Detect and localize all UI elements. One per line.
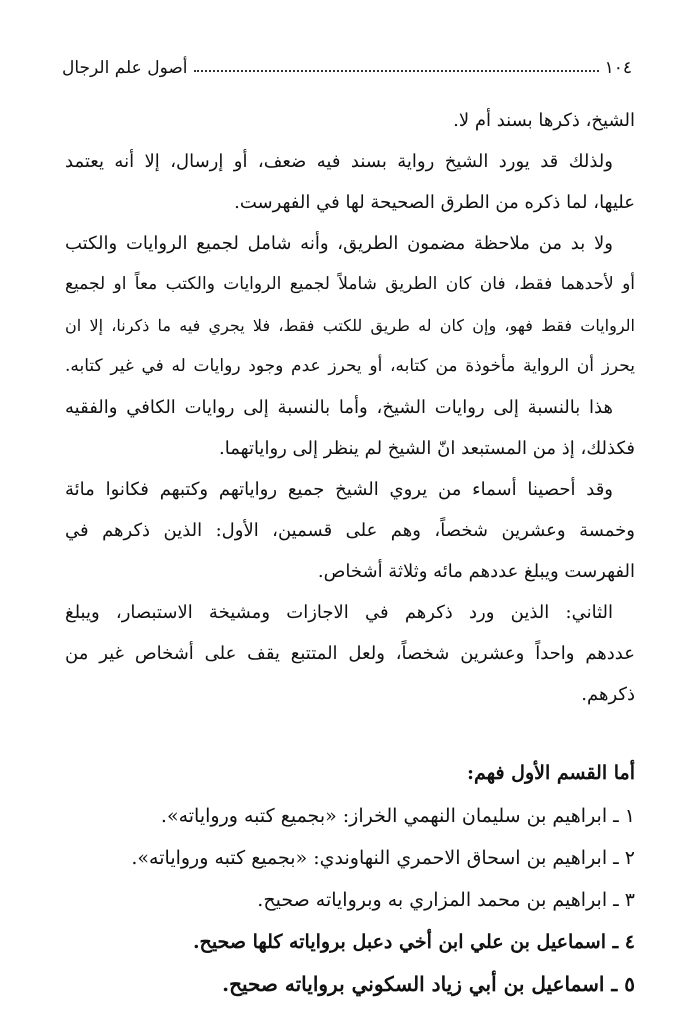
paragraph <box>65 141 635 223</box>
text-line: وخمسة وعشرين شخصاً، وهم على قسمين، الأول: الذين ذكرهم في <box>65 520 635 541</box>
paragraph <box>65 469 635 592</box>
text-line: ذكرهم. <box>581 684 635 705</box>
list-item: ٥ ـ اسماعيل بن أبي زياد السكوني برواياته صحيح. <box>222 972 635 996</box>
section-heading: أما القسم الأول فهم: <box>467 762 635 784</box>
page-number: ١٠٤ <box>604 58 632 78</box>
list-item: ٤ ـ اسماعيل بن علي ابن أخي دعبل برواياته كلها صحيح. <box>192 931 635 953</box>
page-body <box>65 100 635 1005</box>
narrator-list <box>65 795 635 1005</box>
text-line: الثاني: الذين ورد ذكرهم في الاجازات ومشيخة الاستبصار، ويبلغ <box>65 602 613 623</box>
paragraph <box>65 223 635 387</box>
list-item: ١ ـ ابراهيم بن سليمان النهمي الخراز: «بجميع كتبه ورواياته». <box>160 805 635 827</box>
header-leader-dots <box>194 69 599 72</box>
book-title: أصول علم الرجال <box>62 58 188 78</box>
section-spacer <box>65 715 635 751</box>
paragraph <box>65 592 635 715</box>
text-line: ولذلك قد يورد الشيخ رواية بسند فيه ضعف، أو إرسال، إلا أنه يعتمد <box>65 151 613 172</box>
text-line: ولا بد من ملاحظة مضمون الطريق، وأنه شامل لجميع الروايات والكتب <box>65 233 613 254</box>
text-line: هذا بالنسبة إلى روايات الشيخ، وأما بالنسبة إلى روايات الكافي والفقيه <box>65 397 613 418</box>
text-line: أو لأحدهما فقط، فان كان الطريق شاملاً لجميع الروايات والكتب معاً او لجميع <box>65 274 635 294</box>
paragraph <box>65 100 635 141</box>
list-item: ٣ ـ ابراهيم بن محمد المزاري به وبرواياته صحيح. <box>257 889 635 911</box>
text-line: عليها، لما ذكره من الطرق الصحيحة لها في الفهرست. <box>234 192 635 213</box>
text-line: وقد أحصينا أسماء من يروي الشيخ جميع رواياتهم وكتبهم فكانوا مائة <box>65 479 613 500</box>
text-line: عددهم واحداً وعشرين شخصاً، ولعل المتتبع يقف على أشخاص غير من <box>65 643 635 664</box>
text-line: الفهرست ويبلغ عددهم مائه وثلاثة أشخاص. <box>317 561 635 582</box>
text-line: الروايات فقط فهو، وإن كان له طريق للكتب فقط، فلا يجري فيه ما ذكرنا، إلا ان <box>65 316 635 335</box>
text-line: الشيخ، ذكرها بسند أم لا. <box>453 110 635 131</box>
list-item: ٢ ـ ابراهيم بن اسحاق الاحمري النهاوندي: «بجميع كتبه ورواياته». <box>131 847 635 869</box>
running-header <box>62 52 632 78</box>
text-line: يحرز أن الرواية مأخوذة من كتابه، أو يحرز عدم وجود روايات له في غير كتابه. <box>65 356 635 376</box>
text-line: فكذلك، إذ من المستبعد انّ الشيخ لم ينظر إلى رواياتهما. <box>219 438 635 459</box>
paragraph <box>65 387 635 469</box>
